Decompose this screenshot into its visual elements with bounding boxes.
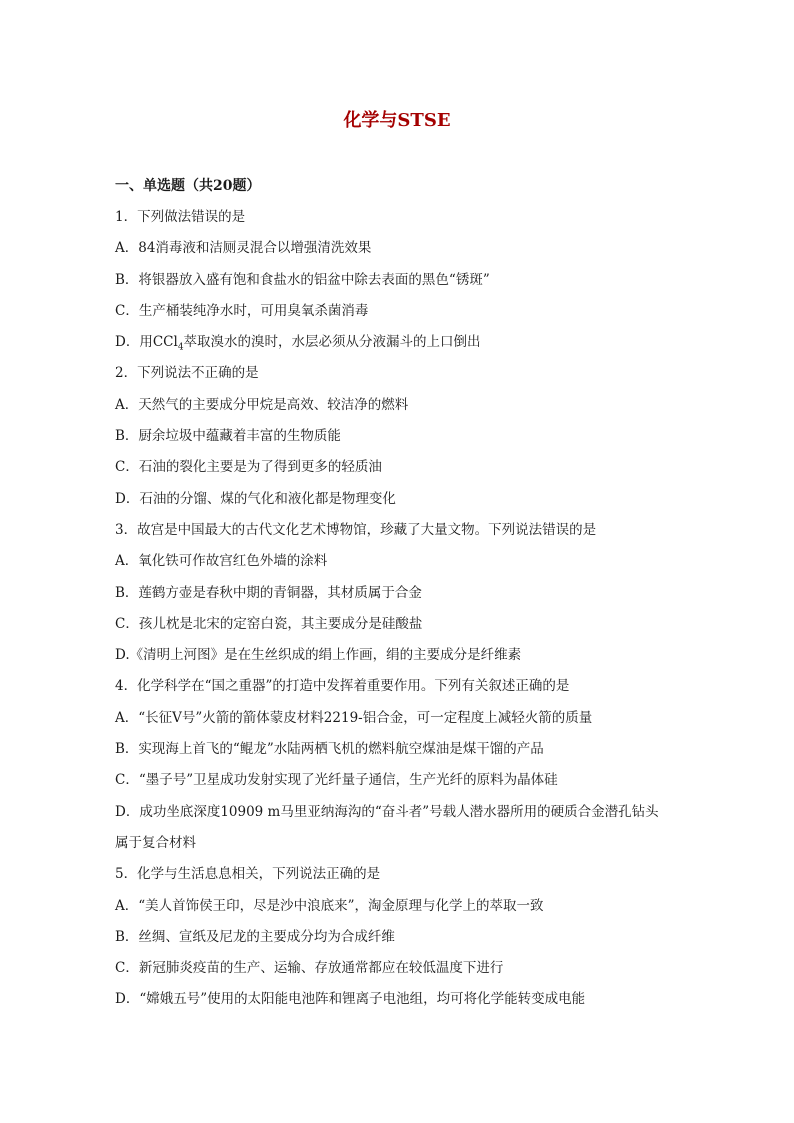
option-b: B．将银器放入盛有饱和食盐水的铝盆中除去表面的黑色“锈斑” [115, 271, 490, 288]
page-title: 化学与STSE [343, 110, 451, 131]
question-list [115, 172, 705, 1016]
option-a: A．“美人首饰侯王印，尽是沙中浪底来”，淘金原理与化学上的萃取一致 [115, 897, 544, 914]
option-b: B．厨余垃圾中蕴藏着丰富的生物质能 [115, 428, 341, 445]
section-heading: 一、单选题（共20题） [115, 178, 261, 194]
option-c: C．孩儿枕是北宋的定窑白瓷，其主要成分是硅酸盐 [115, 615, 423, 632]
question-stem: 2．下列说法不正确的是 [115, 365, 259, 382]
question-stem: 4．化学科学在“国之重器”的打造中发挥着重要作用。下列有关叙述正确的是 [115, 678, 570, 695]
question-5 [115, 859, 705, 1015]
option-c: C．生产桶装纯净水时，可用臭氧杀菌消毒 [115, 302, 369, 319]
question-1 [115, 202, 705, 358]
option-d: D．石油的分馏、煤的气化和液化都是物理变化 [115, 490, 396, 507]
option-b: B．实现海上首飞的“鲲龙”水陆两栖飞机的燃料航空煤油是煤干馏的产品 [115, 741, 544, 758]
question-stem: 5．化学与生活息息相关，下列说法正确的是 [115, 866, 381, 883]
question-4 [115, 671, 705, 859]
option-b: B．莲鹤方壶是春秋中期的青铜器，其材质属于合金 [115, 584, 422, 601]
option-a: A．84消毒液和洁厕灵混合以增强清洗效果 [115, 240, 372, 257]
question-stem: 1．下列做法错误的是 [115, 209, 246, 225]
option-d: D．用CCl$_4$萃取溴水的溴时，水层必须从分液漏斗的上口倒出 [115, 334, 481, 353]
option-c: C．“墨子号”卫星成功发射实现了光纤量子通信，生产光纤的原料为晶体硅 [115, 772, 558, 789]
question-stem: 3．故宫是中国最大的古代文化艺术博物馆，珍藏了大量文物。下列说法错误的是 [115, 521, 597, 538]
option-d: D.《清明上河图》是在生丝织成的绢上作画，绢的主要成分是纤维素 [115, 647, 522, 664]
option-b: B．丝绸、宣纸及尼龙的主要成分均为合成纤维 [115, 928, 395, 945]
option-d-continued: 属于复合材料 [115, 834, 196, 851]
question-2 [115, 358, 705, 514]
question-3 [115, 515, 705, 671]
option-c: C．新冠肺炎疫苗的生产、运输、存放通常都应在较低温度下进行 [115, 960, 504, 977]
option-a: A．氧化铁可作故宫红色外墙的涂料 [115, 553, 328, 570]
option-d: D．“嫦娥五号”使用的太阳能电池阵和锂离子电池组，均可将化学能转变成电能 [115, 991, 586, 1008]
option-c: C．石油的裂化主要是为了得到更多的轻质油 [115, 459, 382, 476]
option-d: D．成功坐底深度10909 m马里亚纳海沟的“奋斗者”号载人潜水器所用的硬质合金潜孔钻头 [115, 803, 659, 820]
option-a: A．“长征Ⅴ号”火箭的箭体蒙皮材料2219-铝合金，可一定程度上减轻火箭的质量 [115, 709, 593, 726]
option-a: A．天然气的主要成分甲烷是高效、较洁净的燃料 [115, 396, 409, 413]
